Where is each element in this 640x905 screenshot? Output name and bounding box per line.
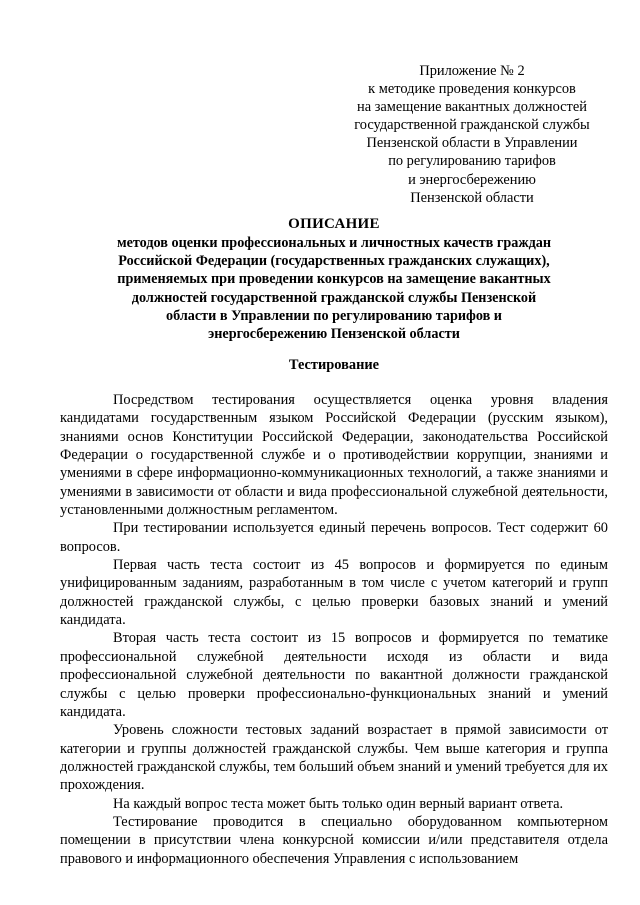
appendix-line: Пензенской области — [410, 189, 534, 206]
paragraph: Уровень сложности тестовых заданий возрастает в прямой зависимости от категории и группы должностей гражданской службы. Чем выше категория и группа должностей гражданской службы, тем больший объем знаний и умений требуется для их прохождения. — [60, 722, 608, 794]
title-line: методов оценки профессиональных и личностных качеств граждан — [116, 235, 552, 251]
appendix-line: Пензенской области в Управлении — [366, 135, 578, 152]
appendix-line: Приложение № 2 — [419, 63, 525, 79]
appendix-line: к методике проведения конкурсов — [368, 81, 576, 98]
paragraph: На каждый вопрос теста может быть только один верный вариант ответа. — [113, 795, 564, 812]
section-heading: Тестирование — [288, 357, 380, 373]
paragraph: Посредством тестирования осуществляется оценка уровня владения кандидатами государственным языком Российской Федерации (русским языком), знаниями основ Конституции Российской Федерации, законодательства Российской Федерации о государственной службе и о противодействии коррупции, знаниями и умениями в сфере информационно-коммуникационных технологий, а также знаниями и умениями в зависимости от области и вида профессиональной служебной деятельности, установленными должностным регламентом. — [60, 392, 608, 519]
appendix-line: и энергосбережению — [408, 171, 536, 188]
title-main: ОПИСАНИЕ — [288, 216, 380, 232]
body-text — [60, 391, 608, 868]
appendix-line: государственной гражданской службы — [354, 117, 590, 134]
document-title — [60, 215, 608, 343]
appendix-line: по регулированию тарифов — [388, 153, 556, 170]
title-line: применяемых при проведении конкурсов на замещение вакантных — [117, 271, 551, 288]
title-line: должностей государственной гражданской службы Пензенской — [131, 289, 537, 306]
appendix-line: на замещение вакантных должностей — [357, 99, 587, 116]
title-line: области в Управлении по регулированию тарифов и — [166, 307, 502, 324]
paragraph: Вторая часть теста состоит из 15 вопросов и формируется по тематике профессиональной служебной деятельности исходя из области и вида профессиональной служебной деятельности по вакантной должности гражданской службы с целью проверки профессионально-функциональных знаний и умений кандидата. — [60, 630, 608, 720]
appendix-header — [322, 62, 622, 207]
paragraph: Тестирование проводится в специально оборудованном компьютерном помещении в присутствии члена конкурсной комиссии и/или представителя отдела правового и информационного обеспечения Управления с использованием — [60, 813, 608, 867]
title-line: Российской Федерации (государственных гражданских служащих), — [118, 253, 550, 270]
paragraph: При тестировании используется единый перечень вопросов. Тест содержит 60 вопросов. — [60, 520, 608, 555]
title-line: энергосбережению Пензенской области — [208, 326, 460, 343]
paragraph: Первая часть теста состоит из 45 вопросов и формируется по единым унифицированным заданиям, разработанным в том числе с учетом категорий и групп должностей гражданской службы, с целью проверки базовых знаний и умений кандидата. — [60, 557, 608, 629]
